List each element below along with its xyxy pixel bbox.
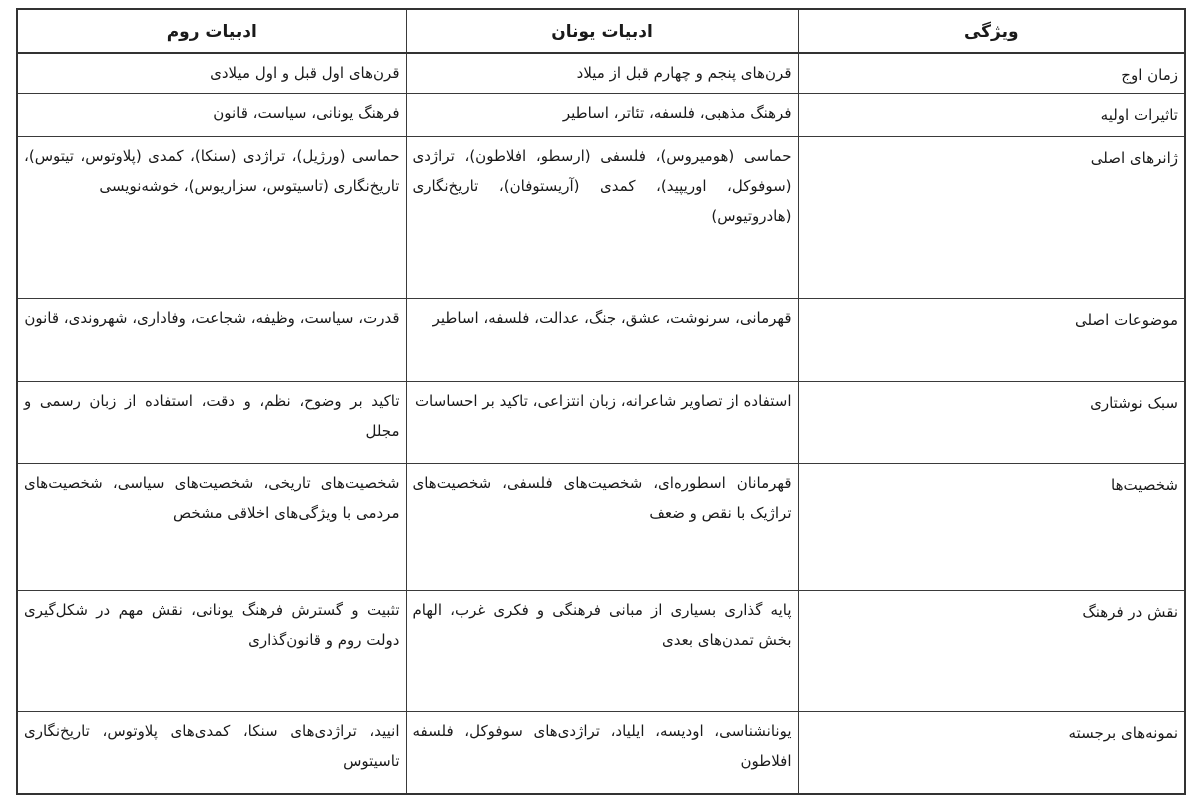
feature-cell: موضوعات اصلی <box>798 298 1185 381</box>
header-roman-literature: ادبیات روم <box>17 9 406 53</box>
roman-cell: حماسی (ورژیل)، تراژدی (سنکا)، کمدی (پلاوتوس، تیتوس)، تاریخ‌نگاری (تاسیتوس، سزاریوس)، خوشه‌نویسی <box>17 136 406 298</box>
feature-cell: ژانرهای اصلی <box>798 136 1185 298</box>
table-row <box>17 711 1185 794</box>
header-greek-literature: ادبیات یونان <box>406 9 798 53</box>
feature-cell: نمونه‌های برجسته <box>798 711 1185 794</box>
greek-cell: قهرمانان اسطوره‌ای، شخصیت‌های فلسفی، شخصیت‌های تراژیک با نقص و ضعف <box>406 463 798 590</box>
greek-cell: یونانشناسی، اودیسه، ایلیاد، تراژدی‌های سوفوکل، فلسفه افلاطون <box>406 711 798 794</box>
table-row <box>17 136 1185 298</box>
comparison-table <box>16 8 1186 795</box>
greek-cell: پایه گذاری بسیاری از مبانی فرهنگی و فکری غرب، الهام بخش تمدن‌های بعدی <box>406 590 798 711</box>
greek-cell: حماسی (هومیروس)، فلسفی (ارسطو، افلاطون)، تراژدی (سوفوکل، اوریپید)، کمدی (آریستوفان)، تاریخ‌نگاری (هادروتیوس) <box>406 136 798 298</box>
table-row <box>17 53 1185 93</box>
greek-cell: استفاده از تصاویر شاعرانه، زبان انتزاعی، تاکید بر احساسات <box>406 381 798 463</box>
roman-cell: شخصیت‌های تاریخی، شخصیت‌های سیاسی، شخصیت‌های مردمی با ویژگی‌های اخلاقی مشخص <box>17 463 406 590</box>
table-row <box>17 381 1185 463</box>
header-row <box>17 9 1185 53</box>
feature-cell: سبک نوشتاری <box>798 381 1185 463</box>
table-row <box>17 590 1185 711</box>
table-header <box>17 9 1185 53</box>
feature-cell: زمان اوج <box>798 53 1185 93</box>
feature-cell: تاثیرات اولیه <box>798 93 1185 136</box>
feature-cell: شخصیت‌ها <box>798 463 1185 590</box>
table-row <box>17 463 1185 590</box>
table-row <box>17 93 1185 136</box>
roman-cell: انیید، تراژدی‌های سنکا، کمدی‌های پلاوتوس، تاریخ‌نگاری تاسیتوس <box>17 711 406 794</box>
table-row <box>17 298 1185 381</box>
greek-cell: فرهنگ مذهبی، فلسفه، تئاتر، اساطیر <box>406 93 798 136</box>
roman-cell: قدرت، سیاست، وظیفه، شجاعت، وفاداری، شهروندی، قانون <box>17 298 406 381</box>
roman-cell: تاکید بر وضوح، نظم، و دقت، استفاده از زبان رسمی و مجلل <box>17 381 406 463</box>
greek-cell: قهرمانی، سرنوشت، عشق، جنگ، عدالت، فلسفه، اساطیر <box>406 298 798 381</box>
roman-cell: تثبیت و گسترش فرهنگ یونانی، نقش مهم در شکل‌گیری دولت روم و قانون‌گذاری <box>17 590 406 711</box>
roman-cell: قرن‌های اول قبل و اول میلادی <box>17 53 406 93</box>
roman-cell: فرهنگ یونانی، سیاست، قانون <box>17 93 406 136</box>
table-body <box>17 53 1185 794</box>
header-feature: ویژگی <box>798 9 1185 53</box>
feature-cell: نقش در فرهنگ <box>798 590 1185 711</box>
greek-cell: قرن‌های پنجم و چهارم قبل از میلاد <box>406 53 798 93</box>
